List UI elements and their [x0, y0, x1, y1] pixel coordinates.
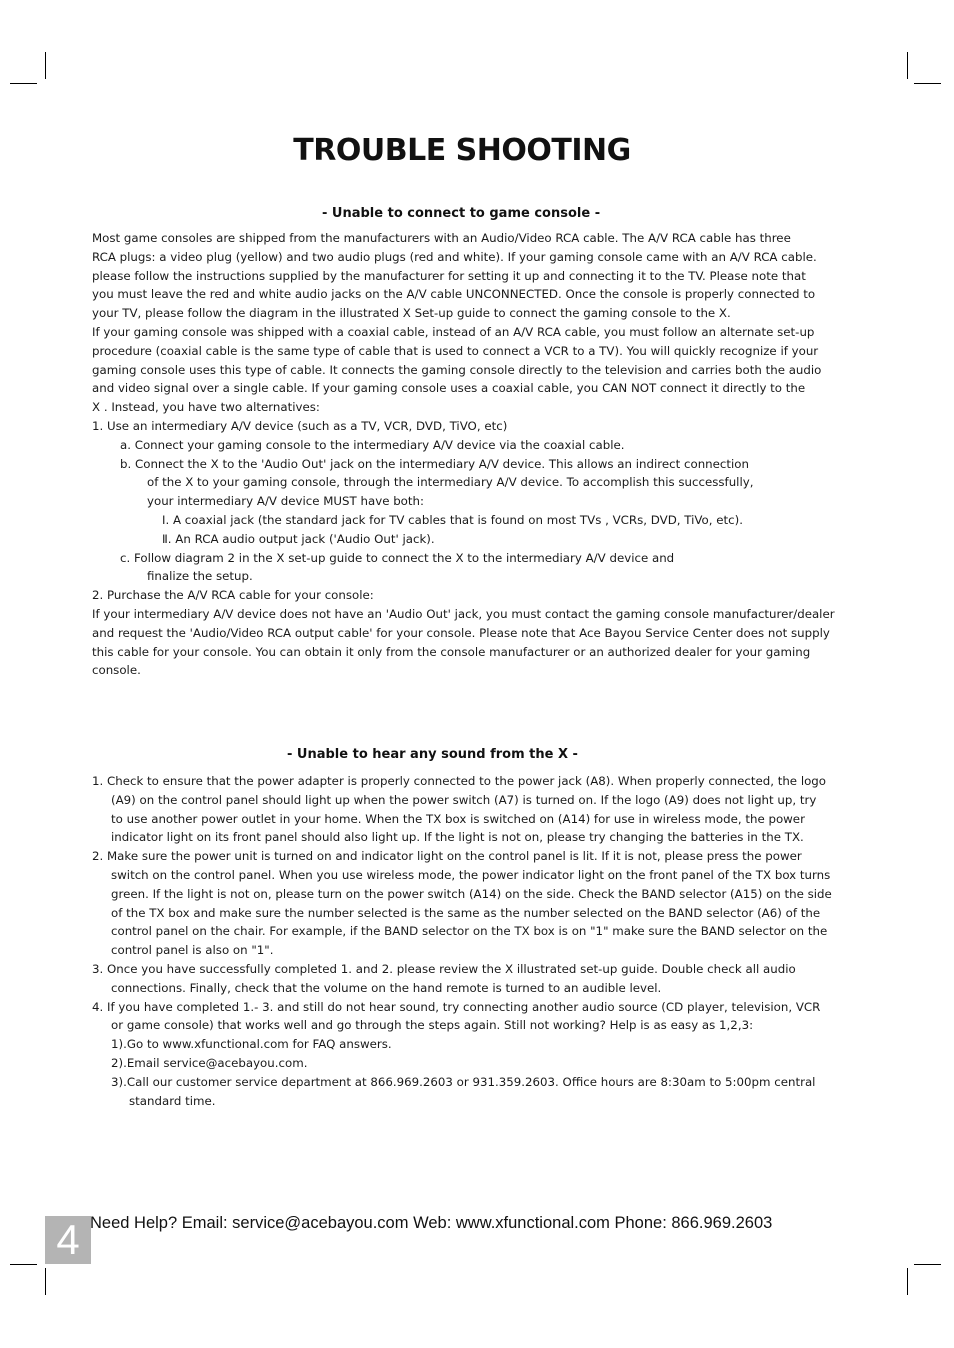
section-body-sound	[92, 772, 832, 1110]
list-item: 3).Call our customer service department at 866.969.2603 or 931.359.2603. Office hours are 8:30am to 5:00pm central	[111, 1074, 816, 1089]
list-item-continued: (A9) on the control panel should light up when the power switch (A7) is turned on. If the logo (A9) does not light up, try	[111, 792, 817, 807]
section-heading-sound: - Unable to hear any sound from the X -	[287, 747, 578, 762]
paragraph-line: X . Instead, you have two alternatives:	[92, 400, 320, 415]
list-item-continued: or game console) that works well and go through the steps again. Still not working? Help is as easy as 1,2,3:	[111, 1018, 754, 1033]
page-title: TROUBLE SHOOTING	[293, 133, 631, 168]
list-item-continued: connections. Finally, check that the volume on the hand remote is turned to an audible level.	[111, 980, 662, 995]
crop-mark	[907, 52, 908, 79]
crop-mark	[914, 83, 941, 84]
paragraph-line: and video signal over a single cable. If your gaming console uses a coaxial cable, you CAN NOT connect it directly to the	[92, 381, 806, 396]
list-item-continued: of the X to your gaming console, through the intermediary A/V device. To accomplish this successfully,	[147, 475, 754, 490]
list-item: c. Follow diagram 2 in the X set-up guide to connect the X to the intermediary A/V device and	[120, 550, 675, 565]
list-item: 1. Use an intermediary A/V device (such as a TV, VCR, DVD, TiVO, etc)	[92, 418, 508, 433]
list-item-continued: control panel on the chair. For example, if the BAND selector on the TX box is on "1" make sure the BAND selector on the	[111, 924, 828, 939]
list-item: 1. Check to ensure that the power adapter is properly connected to the power jack (A8). When properly connected, the logo	[92, 774, 827, 788]
page-number: 4	[45, 1216, 91, 1264]
paragraph-line: you must leave the red and white audio jacks on the A/V cable UNCONNECTED. Once the console is properly connected to	[92, 287, 816, 302]
list-item: 2. Make sure the power unit is turned on and indicator light on the control panel is lit. If it is not, please press the power	[92, 849, 802, 864]
crop-mark	[914, 1264, 941, 1265]
list-item: Ⅰ. A coaxial jack (the standard jack for TV cables that is found on most TVs , VCRs, DVD, TiVo, etc).	[162, 512, 743, 527]
paragraph-line: your TV, please follow the diagram in the illustrated X Set-up guide to connect the gaming console to the X.	[92, 306, 731, 321]
list-item: a. Connect your gaming console to the intermediary A/V device via the coaxial cable.	[120, 437, 625, 452]
list-item-continued: finalize the setup.	[147, 569, 253, 584]
paragraph-line: this cable for your console. You can obtain it only from the console manufacturer or an authorized dealer for your gaming	[92, 644, 811, 659]
crop-mark	[10, 83, 37, 84]
list-item-continued: your intermediary A/V device MUST have both:	[147, 494, 424, 509]
paragraph-line: procedure (coaxial cable is the same type of cable that is used to connect a VCR to a TV). You will quickly recognize if your	[92, 343, 819, 358]
crop-mark	[10, 1264, 37, 1265]
paragraph-line: If your gaming console was shipped with a coaxial cable, instead of an A/V RCA cable, you must follow an alternate set-up	[92, 324, 815, 339]
list-item: 2).Email service@acebayou.com.	[111, 1055, 308, 1070]
crop-mark	[45, 1268, 46, 1295]
footer-help-text: Need Help? Email: service@acebayou.com Web: www.xfunctional.com Phone: 866.969.2603	[90, 1214, 773, 1232]
paragraph-line: and request the 'Audio/Video RCA output cable' for your console. Please note that Ace Bayou Service Center does not supply	[92, 625, 830, 640]
paragraph-line: gaming console uses this type of cable. It connects the gaming console directly to the television and carries both the audio	[92, 362, 822, 377]
paragraph-line: RCA plugs: a video plug (yellow) and two audio plugs (red and white). If your gaming console came with an A/V RCA cable.	[92, 249, 817, 264]
paragraph-line: please follow the instructions supplied by the manufacturer for setting it up and connecting it to the TV. Please note that	[92, 268, 806, 283]
list-item-continued: switch on the control panel. When you use wireless mode, the power indicator light on the front panel of the TX box turns	[111, 867, 831, 882]
list-item: 2. Purchase the A/V RCA cable for your console:	[92, 588, 374, 603]
crop-mark	[45, 52, 46, 79]
list-item-continued: of the TX box and make sure the number selected is the same as the number selected on the BAND selector (A6) of the	[111, 905, 821, 920]
list-item: 3. Once you have successfully completed 1. and 2. please review the X illustrated set-up guide. Double check all audio	[92, 961, 796, 976]
paragraph-line: console.	[92, 663, 141, 678]
paragraph-line: Most game consoles are shipped from the manufacturers with an Audio/Video RCA cable. The A/V RCA cable has three	[92, 231, 791, 245]
list-item-continued: to use another power outlet in your home. When the TX box is switched on (A14) for use in wireless mode, the power	[111, 811, 805, 826]
section-body-connect	[92, 229, 835, 680]
list-item-continued: standard time.	[129, 1093, 216, 1108]
list-item-continued: control panel is also on "1".	[111, 943, 274, 958]
list-item: b. Connect the X to the 'Audio Out' jack on the intermediary A/V device. This allows an indirect connection	[120, 456, 749, 471]
crop-mark	[907, 1268, 908, 1295]
list-item-continued: indicator light on its front panel should also light up. If the light is not on, please try changing the batteries in the TX.	[111, 830, 804, 845]
list-item-continued: green. If the light is not on, please turn on the power switch (A14) on the side. Check the BAND selector (A15) on the side	[111, 886, 832, 901]
list-item: 4. If you have completed 1.- 3. and still do not hear sound, try connecting another audio source (CD player, television, VCR	[92, 999, 821, 1014]
list-item: 1).Go to www.xfunctional.com for FAQ answers.	[111, 1037, 392, 1052]
section-heading-connect: - Unable to connect to game console -	[322, 206, 601, 221]
list-item: Ⅱ. An RCA audio output jack ('Audio Out' jack).	[162, 531, 435, 546]
paragraph-line: If your intermediary A/V device does not have an 'Audio Out' jack, you must contact the gaming console manufacturer/dealer	[92, 606, 835, 621]
